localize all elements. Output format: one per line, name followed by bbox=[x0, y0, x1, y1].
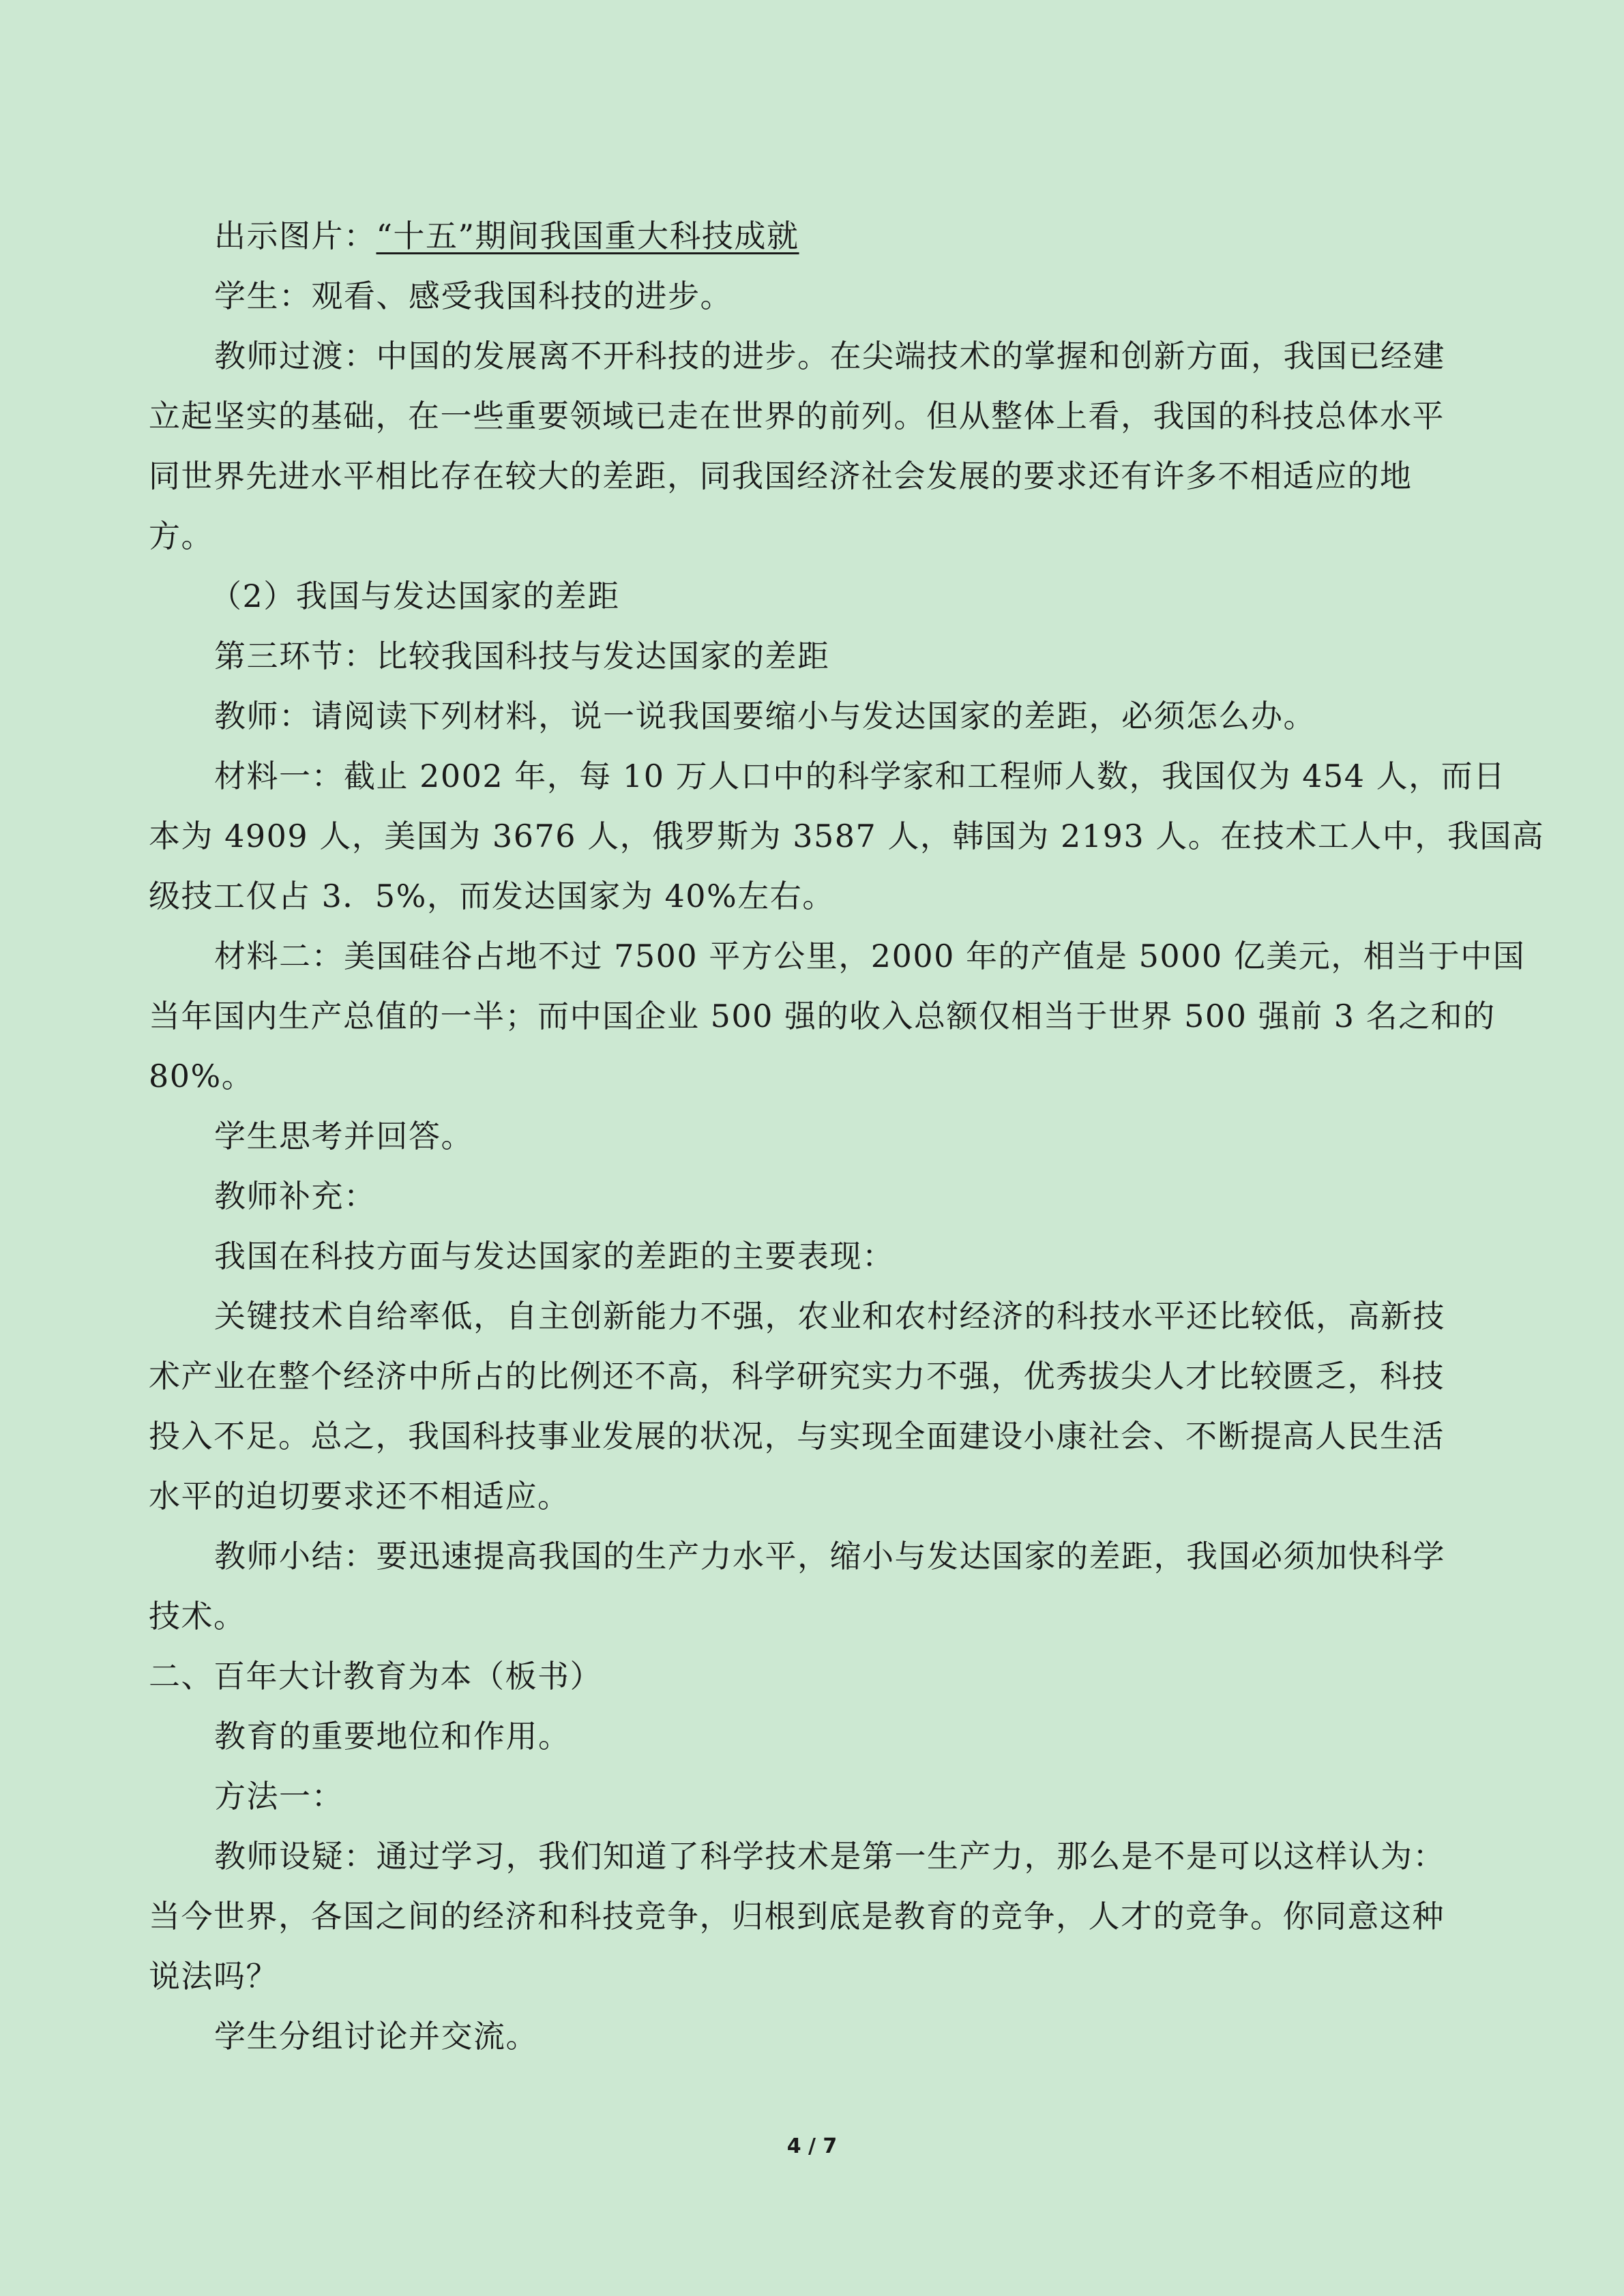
paragraph-line: 教师过渡：中国的发展离不开科技的进步。在尖端技术的掌握和创新方面，我国已经建 bbox=[214, 338, 1445, 374]
page-number: 4 / 7 bbox=[786, 2134, 838, 2158]
paragraph-line: 当年国内生产总值的一半；而中国企业 500 强的收入总额仅相当于世界 500 强前 3 名之和的 bbox=[149, 998, 1496, 1034]
paragraph-line: 80%。 bbox=[149, 1058, 254, 1094]
line-prefix: 出示图片： bbox=[214, 218, 377, 254]
paragraph-line: 术产业在整个经济中所占的比例还不高，科学研究实力不强，优秀拔尖人才比较匮乏，科技 bbox=[149, 1358, 1445, 1395]
paragraph-line: 当今世界，各国之间的经济和科技竞争，归根到底是教育的竞争，人才的竞争。你同意这种 bbox=[149, 1898, 1445, 1935]
paragraph-line: 材料二：美国硅谷占地不过 7500 平方公里，2000 年的产值是 5000 亿美元，相当于中国 bbox=[214, 938, 1526, 974]
paragraph-line: 方。 bbox=[149, 518, 213, 554]
paragraph-line: 教师补充： bbox=[214, 1178, 377, 1214]
paragraph-line: 教师设疑：通过学习，我们知道了科学技术是第一生产力，那么是不是可以这样认为： bbox=[214, 1838, 1445, 1875]
paragraph-line: 我国在科技方面与发达国家的差距的主要表现： bbox=[214, 1238, 895, 1274]
paragraph-line: 技术。 bbox=[149, 1598, 246, 1635]
paragraph-line: 水平的迫切要求还不相适应。 bbox=[149, 1478, 570, 1515]
paragraph-line: 教师小结：要迅速提高我国的生产力水平，缩小与发达国家的差距，我国必须加快科学 bbox=[214, 1538, 1445, 1575]
paragraph-line: 学生思考并回答。 bbox=[214, 1118, 473, 1154]
paragraph-line: 学生：观看、感受我国科技的进步。 bbox=[214, 278, 733, 314]
underlined-title: “十五”期间我国重大科技成就 bbox=[376, 218, 799, 254]
paragraph-line bbox=[214, 215, 799, 256]
paragraph-line: 说法吗？ bbox=[149, 1958, 278, 1995]
paragraph-line: 材料一：截止 2002 年，每 10 万人口中的科学家和工程师人数，我国仅为 454 人，而日 bbox=[214, 758, 1506, 794]
section-heading: （2）我国与发达国家的差距 bbox=[210, 578, 620, 614]
paragraph-line: 方法一： bbox=[214, 1778, 344, 1815]
paragraph-line: 立起坚实的基础，在一些重要领域已走在世界的前列。但从整体上看，我国的科技总体水平 bbox=[149, 398, 1445, 434]
paragraph-line: 级技工仅占 3．5%，而发达国家为 40%左右。 bbox=[149, 878, 835, 914]
paragraph-line: 教育的重要地位和作用。 bbox=[214, 1718, 571, 1755]
paragraph-line: 投入不足。总之，我国科技事业发展的状况，与实现全面建设小康社会、不断提高人民生活 bbox=[149, 1418, 1445, 1455]
paragraph-line: 同世界先进水平相比存在较大的差距，同我国经济社会发展的要求还有许多不相适应的地 bbox=[149, 458, 1413, 494]
document-page bbox=[149, 0, 1545, 2296]
paragraph-line: 本为 4909 人，美国为 3676 人，俄罗斯为 3587 人，韩国为 2193 人。在技术工人中，我国高 bbox=[149, 818, 1545, 854]
paragraph-line: 学生分组讨论并交流。 bbox=[214, 2018, 538, 2055]
paragraph-line: 关键技术自给率低，自主创新能力不强，农业和农村经济的科技水平还比较低，高新技 bbox=[214, 1298, 1445, 1335]
paragraph-line: 第三环节：比较我国科技与发达国家的差距 bbox=[214, 638, 830, 674]
paragraph-line: 教师：请阅读下列材料，说一说我国要缩小与发达国家的差距，必须怎么办。 bbox=[214, 698, 1316, 734]
section-heading: 二、百年大计教育为本（板书） bbox=[149, 1658, 602, 1695]
